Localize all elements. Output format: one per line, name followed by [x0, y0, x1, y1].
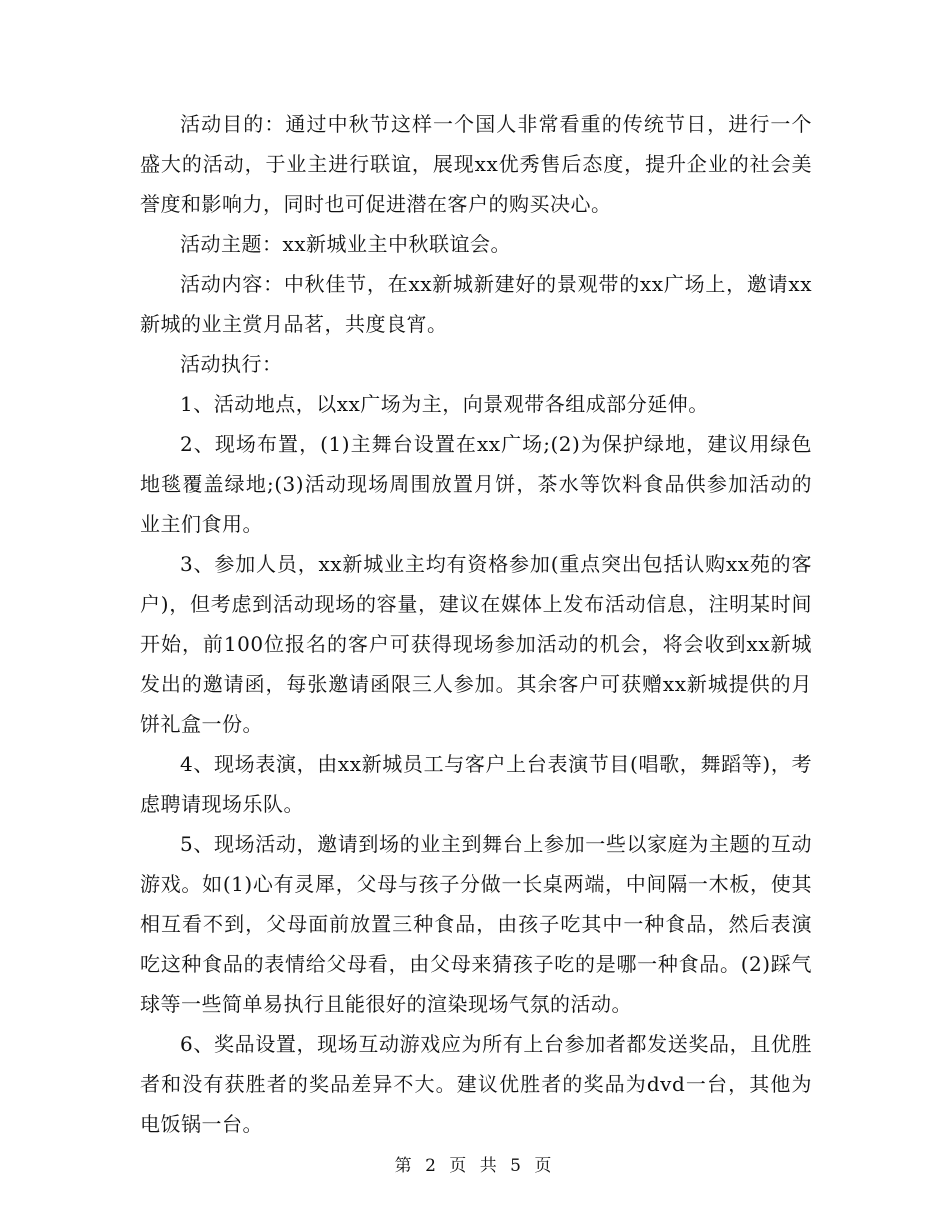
paragraph-item-2: 2、现场布置，(1)主舞台设置在xx广场;(2)为保护绿地，建议用绿色地毯覆盖绿地;(3)活动现场周围放置月饼，茶水等饮料食品供参加活动的业主们食用。: [140, 432, 812, 536]
paragraph-item-5: 5、现场活动，邀请到场的业主到舞台上参加一些以家庭为主题的互动游戏。如(1)心有灵犀，父母与孩子分做一长桌两端，中间隔一木板，使其相互看不到，父母面前放置三种食品，由孩子吃其中一种食品，然后表演吃这种食品的表情给父母看，由父母来猜孩子吃的是哪一种食品。(2)踩气球等一些简单易执行且能很好的渲染现场气氛的活动。: [140, 832, 812, 1016]
paragraph-item-3: 3、参加人员，xx新城业主均有资格参加(重点突出包括认购xx苑的客户)，但考虑到活动现场的容量，建议在媒体上发布活动信息，注明某时间开始，前100位报名的客户可获得现场参加活动的机会，将会收到xx新城发出的邀请函，每张邀请函限三人参加。其余客户可获赠xx新城提供的月饼礼盒一份。: [140, 552, 812, 736]
paragraph-execution-heading: 活动执行：: [180, 352, 283, 376]
page-footer: 第 2 页 共 5 页: [394, 1156, 556, 1176]
paragraph-item-1: 1、活动地点，以xx广场为主，向景观带各组成部分延伸。: [180, 392, 709, 416]
paragraph-item-4: 4、现场表演，由xx新城员工与客户上台表演节目(唱歌，舞蹈等)，考虑聘请现场乐队。: [140, 752, 812, 816]
paragraph-content: 活动内容：中秋佳节，在xx新城新建好的景观带的xx广场上，邀请xx新城的业主赏月品茗，共度良宵。: [140, 272, 812, 336]
paragraph-theme: 活动主题：xx新城业主中秋联谊会。: [180, 232, 512, 256]
document-body: [140, 104, 812, 1144]
paragraph-item-6: 6、奖品设置，现场互动游戏应为所有上台参加者都发送奖品，且优胜者和没有获胜者的奖品差异不大。建议优胜者的奖品为dvd一台，其他为电饭锅一台。: [140, 1032, 812, 1136]
paragraph-purpose: 活动目的：通过中秋节这样一个国人非常看重的传统节日，进行一个盛大的活动，于业主进行联谊，展现xx优秀售后态度，提升企业的社会美誉度和影响力，同时也可促进潜在客户的购买决心。: [140, 112, 812, 216]
